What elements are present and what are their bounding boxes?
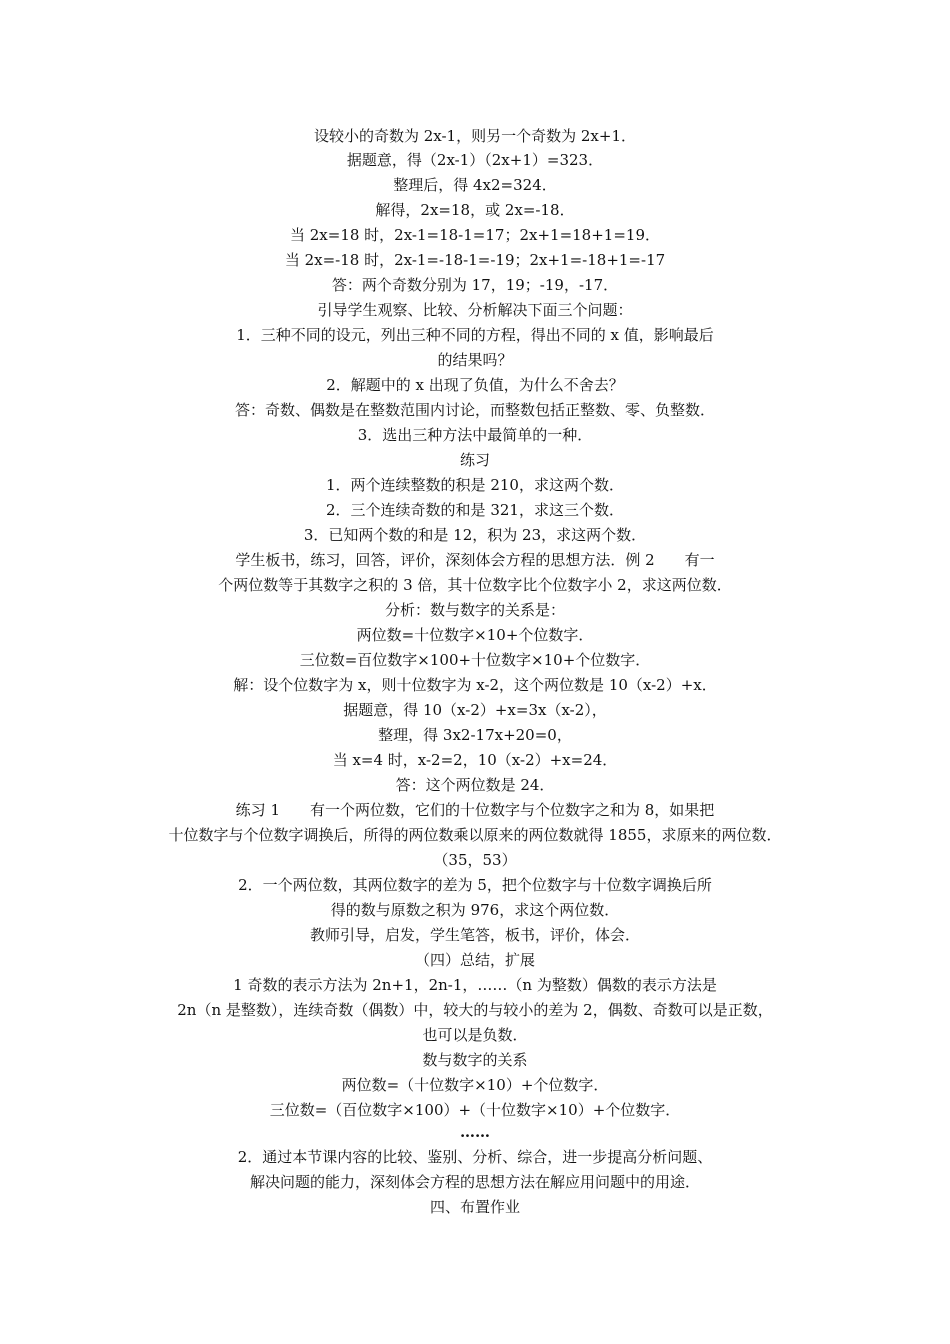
text-line: 2．通过本节课内容的比较、鉴别、分析、综合，进一步提高分析问题、 <box>237 1148 713 1166</box>
text-line: 得的数与原数之积为 976，求这个两位数． <box>330 901 620 919</box>
text-line: 整理后，得 4x2=324． <box>393 176 557 194</box>
ellipsis-line: …… <box>460 1123 490 1141</box>
text-line: 设较小的奇数为 2x-1，则另一个奇数为 2x+1． <box>313 127 636 145</box>
text-line: 两位数=十位数字×10+个位数字． <box>356 626 594 644</box>
text-line: 1 奇数的表示方法为 2n+1，2n-1，……（n 为整数）偶数的表示方法是 <box>233 976 717 994</box>
text-line: 3．已知两个数的和是 12，积为 23，求这两个数． <box>303 526 647 544</box>
text-line: 练习 1 有一个两位数，它们的十位数字与个位数字之和为 8，如果把 <box>235 801 715 819</box>
text-line: 据题意，得 10（x-2）+x=3x（x-2）， <box>343 701 607 719</box>
text-line: 解得，2x=18，或 2x=-18． <box>375 201 575 219</box>
text-line: 1．两个连续整数的积是 210，求这两个数． <box>326 476 624 494</box>
section-heading: 练习 <box>459 451 490 469</box>
text-line: 整理，得 3x2-17x+20=0， <box>378 726 572 744</box>
text-line: 也可以是负数． <box>422 1026 528 1044</box>
text-line: 当 x=4 时，x-2=2，10（x-2）+x=24． <box>332 751 618 769</box>
text-line: 1．三种不同的设元，列出三种不同的方程，得出不同的 x 值，影响最后 <box>236 326 714 344</box>
text-line: 个两位数等于其数字之积的 3 倍，其十位数字比个位数字小 2，求这两位数． <box>218 576 732 594</box>
text-line: 2．一个两位数，其两位数字的差为 5，把个位数字与十位数字调换后所 <box>238 876 712 894</box>
text-line: 答：两个奇数分别为 17，19；-19，-17． <box>331 276 619 294</box>
text-line: 的结果吗？ <box>437 351 513 369</box>
text-line: 2n（n 是整数），连续奇数（偶数）中，较大的与较小的差为 2，偶数、奇数可以是正数， <box>177 1001 773 1019</box>
text-line: 引导学生观察、比较、分析解决下面三个问题： <box>317 301 633 319</box>
text-line: 数与数字的关系 <box>422 1051 528 1069</box>
text-line: 十位数字与个位数字调换后，所得的两位数乘以原来的两位数就得 1855，求原来的两位数． <box>168 826 782 844</box>
text-line: 教师引导，启发，学生笔答，板书，评价，体会． <box>309 926 640 944</box>
text-line: 分析：数与数字的关系是： <box>384 601 565 619</box>
section-heading: 四、布置作业 <box>429 1198 520 1216</box>
section-heading: （四）总结，扩展 <box>414 951 535 969</box>
text-line: 答：这个两位数是 24． <box>395 776 555 794</box>
text-line: 三位数=（百位数字×100）+（十位数字×10）+个位数字． <box>269 1101 681 1119</box>
text-line: 2．三个连续奇数的和是 321，求这三个数． <box>326 501 624 519</box>
text-line: 两位数=（十位数字×10）+个位数字． <box>341 1076 609 1094</box>
text-line: 答：奇数、偶数是在整数范围内讨论，而整数包括正整数、零、负整数． <box>234 401 715 419</box>
text-line: 2．解题中的 x 出现了负值，为什么不舍去？ <box>326 376 624 394</box>
text-line: 据题意，得（2x-1）（2x+1）=323． <box>346 151 604 169</box>
text-line: 3．选出三种方法中最简单的一种． <box>357 426 593 444</box>
text-line: 解决问题的能力，深刻体会方程的思想方法在解应用问题中的用途． <box>249 1173 700 1191</box>
text-line: 三位数=百位数字×100+十位数字×10+个位数字． <box>299 651 651 669</box>
text-line: （35，53） <box>433 851 517 869</box>
text-line: 学生板书，练习，回答，评价，深刻体会方程的思想方法．例 2 有一 <box>235 551 715 569</box>
text-line: 当 2x=-18 时，2x-1=-18-1=-19；2x+1=-18+1=-17 <box>284 251 666 269</box>
text-line: 当 2x=18 时，2x-1=18-1=17；2x+1=18+1=19． <box>289 226 660 244</box>
text-line: 解：设个位数字为 x，则十位数字为 x-2，这个两位数是 10（x-2）+x． <box>233 676 717 694</box>
